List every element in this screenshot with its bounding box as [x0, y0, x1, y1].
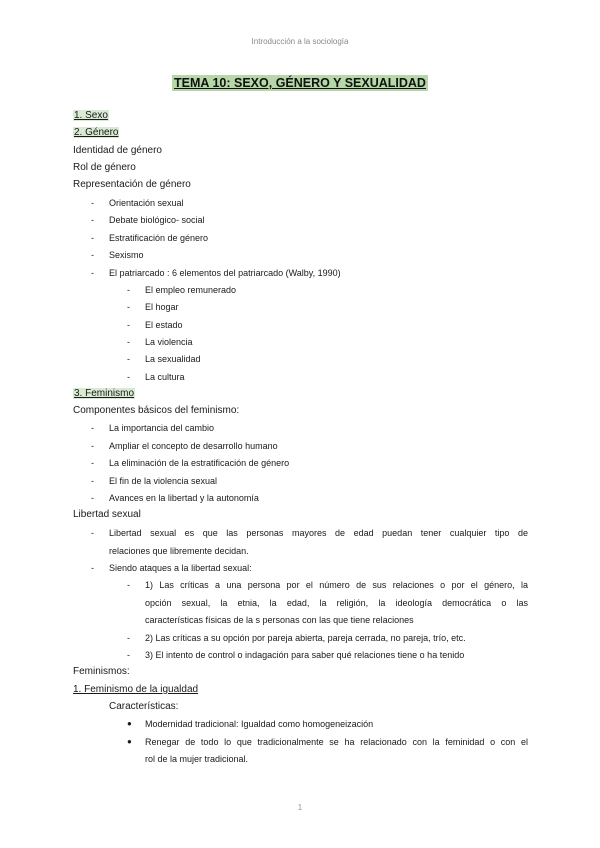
identidad-de-genero: Identidad de género [73, 145, 162, 156]
list-item: La sexualidad [145, 354, 201, 364]
dash-marker: - [91, 458, 94, 468]
list-item: Sexismo [109, 250, 144, 260]
feminismos-heading: Feminismos: [73, 666, 130, 677]
libertad-definition-line: relaciones que libremente decidan. [109, 546, 249, 556]
caracteristica-item: Renegar de todo lo que tradicionalmente se ha relacionado con la feminidad o con el [145, 737, 528, 747]
ataque-3: 3) El intento de control o indagación para saber qué relaciones tiene o ha tenido [145, 650, 465, 660]
feminismo-igualdad-heading: 1. Feminismo de la igualdad [73, 684, 199, 695]
list-item: La importancia del cambio [109, 423, 215, 433]
list-item: La violencia [145, 337, 193, 347]
dash-marker: - [91, 233, 94, 243]
libertad-sexual-heading: Libertad sexual [73, 509, 141, 520]
dash-marker: - [91, 268, 94, 278]
dash-marker: - [91, 198, 94, 208]
caracteristicas-heading: Características: [109, 701, 179, 712]
section-heading-sexo: 1. Sexo [74, 110, 108, 121]
dash-marker: - [127, 633, 130, 643]
dash-marker: - [91, 250, 94, 260]
dash-marker: - [91, 493, 94, 503]
dash-marker: - [91, 215, 94, 225]
list-item: Estratificación de género [109, 233, 209, 243]
representacion-de-genero: Representación de género [73, 179, 191, 190]
list-item: Avances en la libertad y la autonomía [109, 493, 259, 503]
list-item: El fin de la violencia sexual [109, 476, 218, 486]
ataque-1-line: 1) Las críticas a una persona por el número de sus relaciones o por el género, la [145, 580, 528, 590]
list-item: Debate biológico- social [109, 215, 205, 225]
dash-marker: - [127, 285, 130, 295]
componentes-basicos: Componentes básicos del feminismo: [73, 405, 240, 416]
list-item: La cultura [145, 372, 185, 382]
list-item: El hogar [145, 302, 179, 312]
dash-marker: - [127, 650, 130, 660]
list-item: Orientación sexual [109, 198, 184, 208]
ataques-intro: Siendo ataques a la libertad sexual: [109, 563, 252, 573]
page-header: Introducción a la sociología [251, 37, 349, 46]
dash-marker: - [127, 580, 130, 590]
bullet-marker: ● [127, 737, 132, 746]
section-heading-genero: 2. Género [74, 127, 119, 138]
document-title-text: TEMA 10: SEXO, GÉNERO Y SEXUALIDAD [174, 76, 426, 90]
dash-marker: - [91, 441, 94, 451]
dash-marker: - [91, 563, 94, 573]
ataque-1-line: opción sexual, la etnia, la edad, la religión, la ideología democrática o las [145, 598, 528, 608]
dash-marker: - [91, 528, 94, 538]
page-number: 1 [297, 803, 303, 812]
dash-marker: - [91, 423, 94, 433]
ataque-1-line: características físicas de la s personas con las que tiene relaciones [145, 615, 414, 625]
dash-marker: - [127, 337, 130, 347]
list-item: El empleo remunerado [145, 285, 237, 295]
dash-marker: - [127, 354, 130, 364]
list-item: La eliminación de la estratificación de género [109, 458, 290, 468]
caracteristica-item: Modernidad tradicional: Igualdad como homogeneización [145, 719, 374, 729]
dash-marker: - [127, 320, 130, 330]
dash-marker: - [127, 372, 130, 382]
dash-marker: - [91, 476, 94, 486]
document-title [0, 74, 600, 92]
bullet-marker: ● [127, 719, 132, 728]
dash-marker: - [127, 302, 130, 312]
rol-de-genero: Rol de género [73, 162, 136, 173]
ataque-2: 2) Las críticas a su opción por pareja abierta, pareja cerrada, no pareja, trío, etc. [145, 633, 466, 643]
section-heading-feminismo: 3. Feminismo [74, 388, 135, 399]
libertad-definition-line: Libertad sexual es que las personas mayores de edad puedan tener cualquier tipo de [109, 528, 528, 538]
list-item: El estado [145, 320, 183, 330]
caracteristica-item: rol de la mujer tradicional. [145, 754, 249, 764]
list-item: Ampliar el concepto de desarrollo humano [109, 441, 278, 451]
list-item: El patriarcado : 6 elementos del patriarcado (Walby, 1990) [109, 268, 341, 278]
